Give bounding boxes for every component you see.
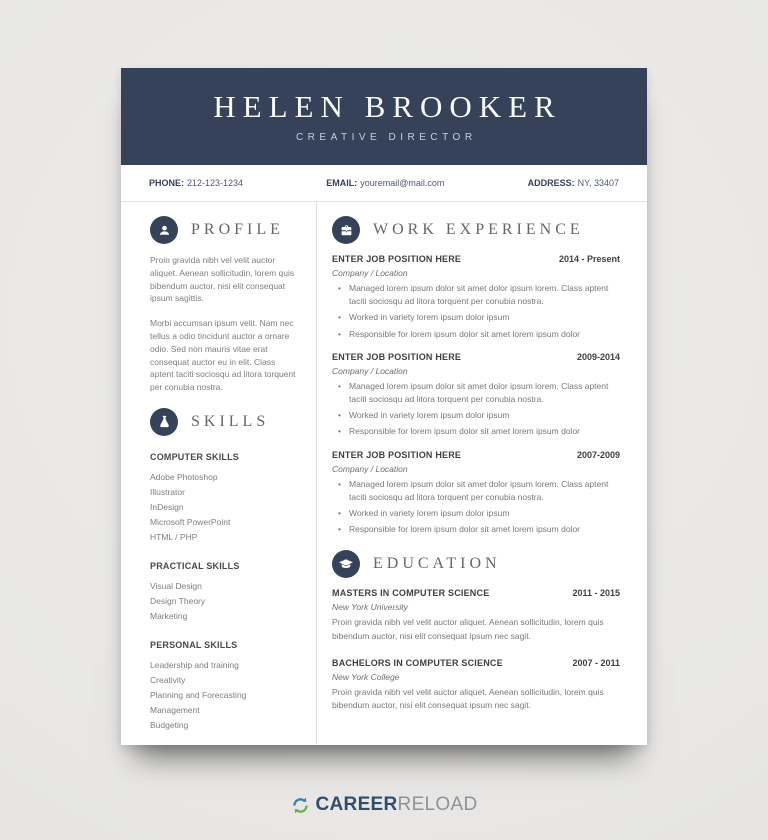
skill-group-title: COMPUTER SKILLS xyxy=(150,451,240,462)
education-dates: 2007 - 2011 xyxy=(572,657,620,668)
skill-list xyxy=(150,579,299,624)
briefcase-icon xyxy=(332,216,360,244)
skill-item: InDesign xyxy=(150,501,184,512)
job-bullet: • Responsible for lorem ipsum dolor sit amet lorem ipsum dolor xyxy=(349,328,620,341)
contact-email xyxy=(326,178,444,188)
skill-item: Budgeting xyxy=(150,719,189,730)
contact-address xyxy=(528,178,619,188)
education-section xyxy=(332,550,620,712)
skill-item: Management xyxy=(150,704,200,715)
job-bullet: • Worked in variety lorem ipsum dolor ipsum xyxy=(349,507,620,520)
skill-item: Design Theory xyxy=(150,595,206,606)
skills-section xyxy=(150,408,299,733)
job-position: ENTER JOB POSITION HERE xyxy=(332,351,462,362)
resume-page xyxy=(121,68,647,745)
education-description: Proin gravida nibh vel velit auctor aliquet. Aenean sollicitudin, lorem quis bibendum auctor, nisi elit consequat ipsum nec sagit. xyxy=(332,686,604,711)
education-entry xyxy=(332,588,620,642)
email-value: youremail@mail.com xyxy=(360,178,445,188)
job-title-row xyxy=(332,450,620,460)
skill-item: Marketing xyxy=(150,610,188,621)
skill-group xyxy=(150,452,299,545)
job-title-row xyxy=(332,254,620,264)
left-column xyxy=(121,202,317,744)
job-position: ENTER JOB POSITION HERE xyxy=(332,254,462,264)
job-bullet: • Responsible for lorem ipsum dolor sit amet lorem ipsum dolor xyxy=(349,523,620,536)
contact-bar xyxy=(121,165,647,202)
job-bullet: • Responsible for lorem ipsum dolor sit amet lorem ipsum dolor xyxy=(349,425,620,438)
work-heading: WORK EXPERIENCE xyxy=(373,221,584,238)
education-title-row xyxy=(332,588,620,598)
skill-item: Visual Design xyxy=(150,580,202,591)
education-heading: EDUCATION xyxy=(373,555,501,573)
graduation-cap-icon xyxy=(332,550,360,578)
skill-group xyxy=(150,640,299,733)
job-position: ENTER JOB POSITION HERE xyxy=(332,449,462,460)
education-degree: MASTERS IN COMPUTER SCIENCE xyxy=(332,588,490,599)
job-bullet-list xyxy=(332,478,620,537)
job-dates: 2009-2014 xyxy=(576,351,620,362)
job-bullet: • Managed lorem ipsum dolor sit amet dolor ipsum lorem. Class aptent taciti sociosqu ad litora torquent per conubia nostra. xyxy=(349,478,620,504)
right-column xyxy=(317,202,647,744)
job-entry xyxy=(332,254,620,341)
job-company: Company / Location xyxy=(332,268,408,278)
skills-section-header xyxy=(150,408,299,436)
skill-item: Creativity xyxy=(150,674,186,685)
job-entry xyxy=(332,352,620,439)
resume-body xyxy=(121,202,647,744)
job-bullet: • Managed lorem ipsum dolor sit amet dolor ipsum lorem. Class aptent taciti sociosqu ad litora torquent per conubia nostra. xyxy=(349,380,620,406)
job-bullet-list xyxy=(332,380,620,439)
resume-header xyxy=(121,68,647,165)
logo-text xyxy=(316,794,478,816)
address-value: NY, 33407 xyxy=(577,178,619,188)
job-company: Company / Location xyxy=(332,463,408,474)
candidate-job-title: CREATIVE DIRECTOR xyxy=(295,131,477,143)
education-school: New York University xyxy=(332,602,408,613)
flask-icon xyxy=(150,408,178,436)
skill-item: Leadership and training xyxy=(150,659,239,670)
education-school: New York College xyxy=(332,671,400,682)
education-description: Proin gravida nibh vel velit auctor aliquet. Aenean sollicitudin, lorem quis bibendum auctor, nisi elit consequat ipsum nec sagit. xyxy=(332,617,604,641)
phone-label: PHONE: xyxy=(149,178,185,188)
address-label: ADDRESS: xyxy=(527,178,575,188)
career-reload-logo xyxy=(0,792,768,818)
profile-paragraph: Proin gravida nibh vel velit auctor aliquet. Aenean sollicitudin, lorem quis bibendum auctor, nisi elit consequat ipsum sagittis. xyxy=(150,255,295,304)
skill-item: Planning and Forecasting xyxy=(150,689,247,700)
job-bullet-list xyxy=(332,282,620,341)
education-entry xyxy=(332,658,620,712)
job-title-row xyxy=(332,352,620,362)
job-dates: 2014 - Present xyxy=(558,254,620,264)
job-bullet: • Managed lorem ipsum dolor sit amet dolor ipsum lorem. Class aptent taciti sociosqu ad litora torquent per conubia nostra. xyxy=(349,282,620,308)
education-title-row xyxy=(332,658,620,668)
person-icon xyxy=(150,216,178,244)
job-bullet: • Worked in variety lorem ipsum dolor ipsum xyxy=(349,409,620,422)
reload-icon xyxy=(291,796,310,815)
profile-heading: PROFILE xyxy=(191,221,284,238)
job-entry xyxy=(332,450,620,537)
skill-list xyxy=(150,658,299,733)
skill-group xyxy=(150,561,299,624)
phone-value: 212-123-1234 xyxy=(187,178,244,188)
logo-text-career: CAREER xyxy=(315,794,398,815)
email-label: EMAIL: xyxy=(326,178,358,188)
skill-item: Adobe Photoshop xyxy=(150,471,218,482)
skill-item: HTML / PHP xyxy=(150,531,198,542)
education-dates: 2011 - 2015 xyxy=(572,588,620,599)
skill-group-title: PERSONAL SKILLS xyxy=(150,639,238,650)
logo-text-reload: RELOAD xyxy=(397,794,478,815)
profile-paragraph: Morbi accumsan ipsum velit. Nam nec tellus a odio tincidunt auctor a ornare odio. Sed non mauris vitae erat consequat auctor eu in elit. Class aptent taciti sociosqu ad litora torquent per conubia nostra. xyxy=(150,318,296,393)
job-company: Company / Location xyxy=(332,365,408,376)
job-bullet: • Worked in variety lorem ipsum dolor ipsum xyxy=(349,311,620,324)
contact-phone xyxy=(149,178,243,188)
skill-group-title: PRACTICAL SKILLS xyxy=(150,560,240,571)
profile-section xyxy=(150,216,299,394)
education-degree: BACHELORS IN COMPUTER SCIENCE xyxy=(332,657,503,668)
skill-list xyxy=(150,470,299,545)
skill-item: Illustrator xyxy=(150,486,185,497)
work-section-header xyxy=(332,216,620,244)
profile-section-header xyxy=(150,216,299,244)
job-dates: 2007-2009 xyxy=(576,449,620,460)
work-experience-section xyxy=(332,216,620,536)
education-section-header xyxy=(332,550,620,578)
skills-heading: SKILLS xyxy=(191,412,270,430)
skill-item: Microsoft PowerPoint xyxy=(150,516,231,527)
candidate-name: HELEN BROOKER xyxy=(213,89,562,125)
